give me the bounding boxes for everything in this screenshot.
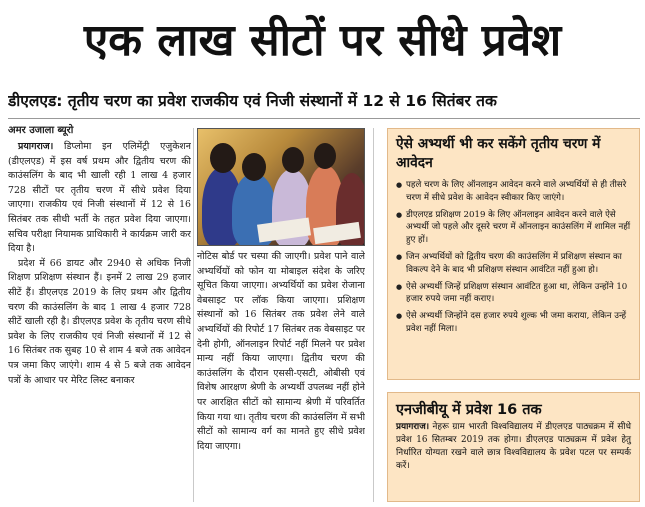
- dateline: प्रयागराज।: [18, 141, 54, 152]
- list-item: ● पहले चरण के लिए ऑनलाइन आवेदन करने वाले अभ्यर्थियों से ही तीसरे चरण में सीधे प्रवेश के आवेदन स्वीकार किए जाएंगे।: [396, 179, 631, 205]
- brief-title: एनजीबीयू में प्रवेश 16 तक: [396, 402, 542, 418]
- photo-head: [314, 143, 336, 169]
- photo-head: [242, 153, 266, 181]
- list-item: ● जिन अभ्यर्थियों को द्वितीय चरण की काउंसलिंग में प्रशिक्षण संस्थान का विकल्प देने के बाद भी प्रशिक्षण संस्थान आवंटित नहीं हुआ हो।: [396, 251, 631, 277]
- brief-news-box: [387, 392, 640, 502]
- paragraph-text: डिप्लोमा इन एलिमेंट्री एजुकेशन (डीएलएड) में इस वर्ष प्रथम और द्वितीय चरण की काउंसलिंग के बाद भी खाली रही 1 लाख 4 हजार 728 सीटों पर तृतीय चरण में सीधे प्रवेश दिया जाएगा। राजकीय एवं निजी संस्थानों में 12 से 16 सितंबर तक सीधी भर्ती के तहत प्रवेश दिया जाएगा। सचिव परीक्षा नियामक प्राधिकारी ने कार्यक्रम जारी कर दिया है।: [8, 141, 191, 255]
- article-paragraph: नोटिस बोर्ड पर चस्पा की जाएगी। प्रवेश पाने वाले अभ्यर्थियों को फोन या मोबाइल संदेश के जरिए सूचित किया जाएगा। अभ्यर्थियों का प्रवेश रोजाना वेबसाइट पर लॉक किया जाएगा। प्रशिक्षण संस्थानों को 16 सितंबर तक प्रवेश लेने वाले अभ्यर्थियों की रिपोर्ट 17 सितंबर तक वेबसाइट पर देनी होगी, ऑनलाइन रिपोर्ट नहीं मिलने पर प्रवेश मान्य नहीं किया जाएगा। द्वितीय चरण की काउंसलिंग के दौरान एससी-एसटी, ओबीसी एवं विशेष आरक्षण श्रेणी के अभ्यर्थी उपलब्ध नहीं होने पर आरक्षित सीटों को सामान्य श्रेणी में परिवर्तित किया गया था। तृतीय चरण की काउंसलिंग में सभी सीटों को सामान्य वर्ग का मानते हुए सीधे प्रवेश दिया जाएगा।: [197, 251, 365, 452]
- column-separator: [373, 128, 374, 502]
- list-item: ● ऐसे अभ्यर्थी जिन्होंने दस हजार रुपये शुल्क भी जमा कराया, लेकिन उन्हें प्रवेश नहीं मिला।: [396, 310, 631, 336]
- dateline: प्रयागराज।: [396, 422, 430, 432]
- photo-head: [282, 147, 304, 173]
- article-paragraph: [8, 140, 191, 257]
- brief-body: [396, 421, 631, 473]
- subheadline: डीएलएड: तृतीय चरण का प्रवेश राजकीय एवं निजी संस्थानों में 12 से 16 सितंबर तक: [8, 92, 497, 110]
- article-column-2: [197, 250, 365, 502]
- byline: अमर उजाला ब्यूरो: [8, 125, 74, 136]
- divider: [8, 118, 640, 119]
- sidebar-title: ऐसे अभ्यर्थी भी कर सकेंगे तृतीय चरण में आवेदन: [396, 136, 601, 171]
- list-item: ● ऐसे अभ्यर्थी जिन्हें प्रशिक्षण संस्थान आवंटित हुआ था, लेकिन उन्होंने 10 हजार रुपये जमा नहीं कराए।: [396, 281, 631, 307]
- sidebar-box: [387, 128, 640, 380]
- headline: एक लाख सीटों पर सीधे प्रवेश: [83, 15, 562, 66]
- news-photo: [197, 128, 365, 246]
- list-item: ● डीएलएड प्रशिक्षण 2019 के लिए ऑनलाइन आवेदन करने वाले ऐसे अभ्यर्थी जो पहले और दूसरे चरण में ऑनलाइन काउंसलिंग में शामिल नहीं हुए हों।: [396, 209, 631, 247]
- brief-text: नेहरू ग्राम भारती विश्वविद्यालय में डीएलएड पाठ्यक्रम में सीधे प्रवेश 16 सितम्बर 2019 तक होगा। डीएलएड पाठ्यक्रम में प्रवेश हेतु निर्धारित योग्यता रखने वाले छात्र विश्वविद्यालय के प्रवेश पटल पर सम्पर्क करें।: [396, 422, 632, 471]
- column-separator: [193, 128, 194, 502]
- article-paragraph: प्रदेश में 66 डायट और 2940 से अधिक निजी शिक्षण प्रशिक्षण संस्थान हैं। इनमें 2 लाख 29 हजार सीटें हैं। डीएलएड 2019 के लिए प्रथम और द्वितीय चरण की काउंसलिंग के बाद 1 लाख 4 हजार 728 सीटें खाली रही है। डीएलएड प्रवेश के तृतीय चरण सीधे प्रवेश के लिए राजकीय एवं निजी संस्थानों में 12 से 16 सितंबर तक सुबह 10 से शाम 4 बजे तक आवेदन पत्र जमा किए जाएंगे। शाम 4 से 5 बजे तक आवेदन पत्रों के आधार पर मेरिट लिस्ट बनाकर: [8, 257, 191, 386]
- article-column-1: [8, 140, 191, 502]
- sidebar-list: [396, 179, 631, 336]
- photo-head: [210, 143, 236, 173]
